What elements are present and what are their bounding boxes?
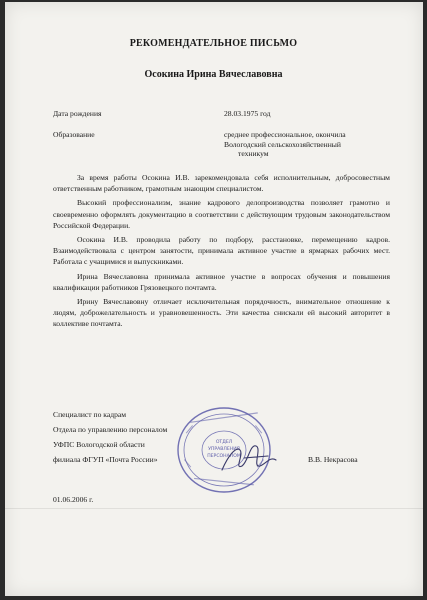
paragraph: Ирину Вячеславовну отличает исключительная порядочность, внимательное отношение к людям, доброжелательность и уравновешенность. Эти качества снискали ей высокий авторитет в коллективе почтамта. [53, 297, 390, 329]
document-date: 01.06.2006 г. [53, 495, 94, 504]
birth-label: Дата рождения [53, 109, 102, 118]
education-label: Образование [53, 130, 95, 139]
stamp-text-line2: УПРАВЛЕНИЯ [208, 447, 240, 452]
paragraph: За время работы Осокина И.В. зарекомендовала себя исполнительным, добросовестным ответственным работником, грамотным знающим специалистом. [53, 173, 390, 194]
document-title: РЕКОМЕНДАТЕЛЬНОЕ ПИСЬМО [129, 38, 298, 49]
stamp-text-line3: ПЕРСОНАЛОМ [207, 454, 241, 459]
paragraph: Осокина И.В. проводила работу по подбору, расстановке, перемещению кадров. Взаимодействовала с центром занятости, принимала активное участие в ярмарках рабочих мест. Работала с учащимися и выпускниками. [53, 235, 390, 267]
signature-line: Отдела по управлению персоналом [53, 425, 168, 434]
stamp-text-line1: ОТДЕЛ [215, 440, 233, 445]
education-line: техникум [238, 149, 269, 158]
person-name: Осокина Ирина Вячеславовна [144, 69, 283, 80]
education-line: Вологодский сельскохозяйственный [224, 139, 341, 149]
education-value [224, 130, 346, 159]
handwritten-signature [214, 436, 284, 482]
signature-line: УФПС Вологодской области [53, 440, 145, 449]
signature-line: Специалист по кадрам [53, 410, 127, 419]
birth-value: 28.03.1975 год [224, 109, 271, 118]
signer-name: В.В. Некрасова [308, 455, 358, 464]
signature-line: филиала ФГУП «Почта России» [53, 455, 158, 464]
paper-fold [5, 508, 423, 509]
letter-body [53, 172, 390, 333]
paragraph: Высокий профессионализм, знание кадрового делопроизводства позволяет грамотно и своевременно оформлять документацию в соответствии с действующим трудовым законодательством Российской Федерации. [53, 198, 390, 230]
education-line: среднее профессиональное, окончила [224, 130, 346, 139]
paragraph: Ирина Вячеславовна принимала активное участие в вопросах обучения и повышения квалификации работников Грязовецкого почтамта. [53, 271, 390, 292]
